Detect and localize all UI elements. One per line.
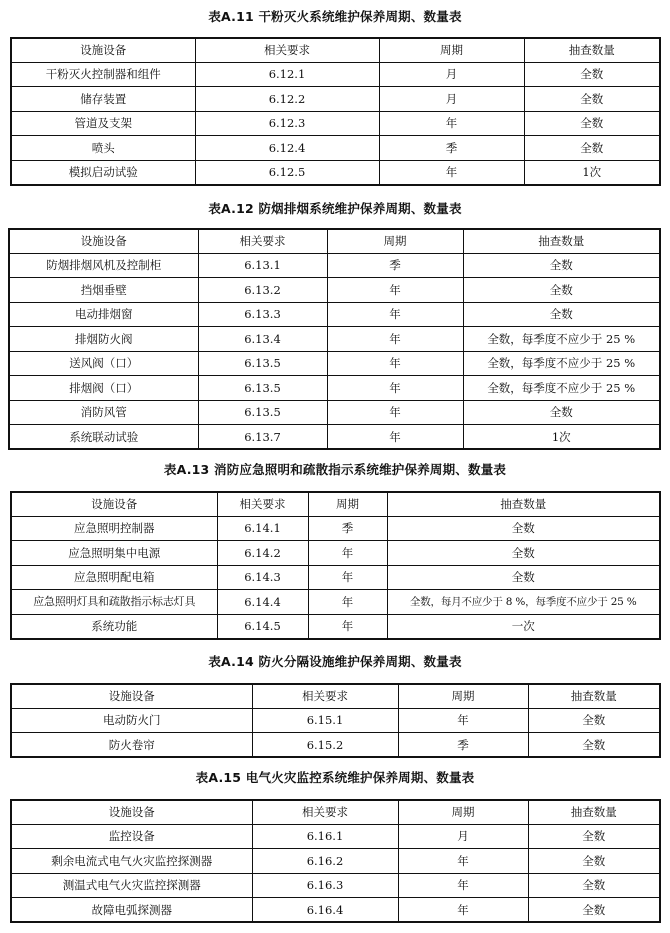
table-row [11, 516, 660, 541]
table-row [11, 733, 660, 758]
cell-facility: 应急照明灯具和疏散指示标志灯具 [11, 590, 217, 615]
header-facility: 设施设备 [9, 229, 198, 253]
cell-facility: 防烟排烟风机及控制柜 [9, 253, 198, 278]
table-caption: 表A.11 干粉灭火系统维护保养周期、数量表 [208, 9, 462, 24]
table-row [11, 824, 660, 849]
cell-requirement: 6.16.2 [252, 849, 398, 874]
table-caption: 表A.13 消防应急照明和疏散指示系统维护保养周期、数量表 [163, 462, 507, 477]
table-row [11, 160, 660, 185]
cell-sample-quantity: 全数 [387, 541, 660, 566]
cell-period: 年 [398, 708, 528, 733]
table-row [9, 278, 660, 303]
cell-period: 年 [379, 160, 524, 185]
cell-period: 季 [379, 136, 524, 161]
table-row [11, 898, 660, 923]
cell-facility: 模拟启动试验 [11, 160, 195, 185]
cell-facility: 管道及支架 [11, 111, 195, 136]
cell-period: 年 [308, 565, 387, 590]
cell-facility: 应急照明配电箱 [11, 565, 217, 590]
cell-sample-quantity: 全数 [387, 565, 660, 590]
cell-sample-quantity: 一次 [387, 614, 660, 639]
cell-sample-quantity: 全数，每月不应少于 8 %，每季度不应少于 25 % [387, 590, 660, 615]
header-requirement: 相关要求 [217, 492, 308, 516]
cell-facility: 储存装置 [11, 87, 195, 112]
header-period: 周期 [327, 229, 463, 253]
table-row [9, 376, 660, 401]
header-sample-quantity: 抽查数量 [528, 684, 660, 708]
cell-period: 年 [327, 376, 463, 401]
cell-sample-quantity: 全数 [387, 516, 660, 541]
cell-period: 年 [327, 425, 463, 450]
cell-requirement: 6.16.1 [252, 824, 398, 849]
header-facility: 设施设备 [11, 38, 195, 62]
cell-period: 季 [308, 516, 387, 541]
cell-facility: 排烟防火阀 [9, 327, 198, 352]
header-sample-quantity: 抽查数量 [387, 492, 660, 516]
cell-sample-quantity: 1次 [463, 425, 660, 450]
cell-requirement: 6.13.7 [198, 425, 327, 450]
table-row [9, 302, 660, 327]
cell-period: 年 [308, 541, 387, 566]
cell-requirement: 6.15.2 [252, 733, 398, 758]
cell-period: 年 [398, 873, 528, 898]
cell-period: 年 [398, 898, 528, 923]
header-requirement: 相关要求 [252, 684, 398, 708]
table-header-row [11, 492, 660, 516]
header-sample-quantity: 抽查数量 [528, 800, 660, 824]
cell-facility: 送风阀（口） [9, 351, 198, 376]
table-caption: 表A.14 防火分隔设施维护保养周期、数量表 [208, 654, 462, 669]
table-row [9, 351, 660, 376]
table-row [11, 614, 660, 639]
cell-facility: 排烟阀（口） [9, 376, 198, 401]
header-requirement: 相关要求 [198, 229, 327, 253]
cell-sample-quantity: 全数 [524, 136, 660, 161]
cell-requirement: 6.12.3 [195, 111, 379, 136]
cell-requirement: 6.14.1 [217, 516, 308, 541]
cell-period: 年 [327, 351, 463, 376]
header-requirement: 相关要求 [195, 38, 379, 62]
header-facility: 设施设备 [11, 684, 252, 708]
cell-facility: 消防风管 [9, 400, 198, 425]
cell-requirement: 6.13.4 [198, 327, 327, 352]
cell-facility: 电动排烟窗 [9, 302, 198, 327]
cell-facility: 故障电弧探测器 [11, 898, 252, 923]
table-row [11, 62, 660, 87]
table-row [9, 400, 660, 425]
header-period: 周期 [379, 38, 524, 62]
table-row [9, 253, 660, 278]
cell-requirement: 6.15.1 [252, 708, 398, 733]
cell-facility: 系统功能 [11, 614, 217, 639]
cell-requirement: 6.12.4 [195, 136, 379, 161]
table-row [11, 849, 660, 874]
table-header-row [11, 38, 660, 62]
header-sample-quantity: 抽查数量 [524, 38, 660, 62]
table-row [11, 136, 660, 161]
table-caption: 表A.15 电气火灾监控系统维护保养周期、数量表 [195, 770, 475, 785]
cell-sample-quantity: 全数，每季度不应少于 25 % [463, 351, 660, 376]
header-facility: 设施设备 [11, 492, 217, 516]
table-row [11, 565, 660, 590]
cell-sample-quantity: 全数 [528, 873, 660, 898]
cell-sample-quantity: 全数 [528, 898, 660, 923]
cell-sample-quantity: 全数，每季度不应少于 25 % [463, 376, 660, 401]
header-facility: 设施设备 [11, 800, 252, 824]
table-header-row [11, 684, 660, 708]
cell-facility: 应急照明控制器 [11, 516, 217, 541]
cell-requirement: 6.13.1 [198, 253, 327, 278]
header-period: 周期 [398, 800, 528, 824]
cell-requirement: 6.14.5 [217, 614, 308, 639]
cell-sample-quantity: 全数 [463, 302, 660, 327]
cell-facility: 防火卷帘 [11, 733, 252, 758]
table-row [11, 541, 660, 566]
table-caption: 表A.12 防烟排烟系统维护保养周期、数量表 [208, 201, 462, 216]
table-a15 [10, 799, 661, 923]
table-header-row [9, 229, 660, 253]
cell-requirement: 6.12.1 [195, 62, 379, 87]
cell-facility: 电动防火门 [11, 708, 252, 733]
cell-requirement: 6.12.5 [195, 160, 379, 185]
table-row [11, 87, 660, 112]
cell-period: 年 [308, 590, 387, 615]
cell-period: 年 [327, 278, 463, 303]
cell-sample-quantity: 全数 [463, 278, 660, 303]
cell-requirement: 6.13.5 [198, 376, 327, 401]
cell-period: 年 [308, 614, 387, 639]
cell-facility: 测温式电气火灾监控探测器 [11, 873, 252, 898]
cell-period: 年 [327, 302, 463, 327]
table-row [11, 708, 660, 733]
cell-period: 月 [398, 824, 528, 849]
cell-sample-quantity: 全数 [524, 62, 660, 87]
cell-period: 季 [327, 253, 463, 278]
cell-facility: 喷头 [11, 136, 195, 161]
header-sample-quantity: 抽查数量 [463, 229, 660, 253]
cell-facility: 干粉灭火控制器和组件 [11, 62, 195, 87]
header-period: 周期 [398, 684, 528, 708]
cell-sample-quantity: 全数 [463, 253, 660, 278]
cell-sample-quantity: 1次 [524, 160, 660, 185]
cell-sample-quantity: 全数 [524, 111, 660, 136]
cell-facility: 挡烟垂壁 [9, 278, 198, 303]
cell-sample-quantity: 全数 [528, 733, 660, 758]
cell-requirement: 6.13.2 [198, 278, 327, 303]
cell-requirement: 6.14.3 [217, 565, 308, 590]
cell-facility: 剩余电流式电气火灾监控探测器 [11, 849, 252, 874]
table-row [11, 111, 660, 136]
cell-facility: 系统联动试验 [9, 425, 198, 450]
header-period: 周期 [308, 492, 387, 516]
cell-facility: 监控设备 [11, 824, 252, 849]
cell-sample-quantity: 全数 [528, 824, 660, 849]
table-row [9, 425, 660, 450]
cell-period: 年 [327, 400, 463, 425]
cell-requirement: 6.13.5 [198, 400, 327, 425]
table-row [11, 873, 660, 898]
table-row [9, 327, 660, 352]
cell-period: 年 [327, 327, 463, 352]
table-a14 [10, 683, 661, 758]
cell-sample-quantity: 全数 [528, 849, 660, 874]
cell-sample-quantity: 全数 [528, 708, 660, 733]
table-a11 [10, 37, 661, 186]
cell-sample-quantity: 全数 [524, 87, 660, 112]
cell-requirement: 6.12.2 [195, 87, 379, 112]
cell-requirement: 6.14.2 [217, 541, 308, 566]
cell-sample-quantity: 全数，每季度不应少于 25 % [463, 327, 660, 352]
table-a13 [10, 491, 661, 640]
cell-requirement: 6.16.3 [252, 873, 398, 898]
cell-requirement: 6.13.3 [198, 302, 327, 327]
cell-requirement: 6.13.5 [198, 351, 327, 376]
header-requirement: 相关要求 [252, 800, 398, 824]
cell-period: 月 [379, 87, 524, 112]
cell-period: 季 [398, 733, 528, 758]
cell-requirement: 6.16.4 [252, 898, 398, 923]
cell-requirement: 6.14.4 [217, 590, 308, 615]
cell-period: 年 [398, 849, 528, 874]
table-a12 [8, 228, 661, 450]
cell-sample-quantity: 全数 [463, 400, 660, 425]
cell-facility: 应急照明集中电源 [11, 541, 217, 566]
table-row [11, 590, 660, 615]
cell-period: 年 [379, 111, 524, 136]
cell-period: 月 [379, 62, 524, 87]
table-header-row [11, 800, 660, 824]
